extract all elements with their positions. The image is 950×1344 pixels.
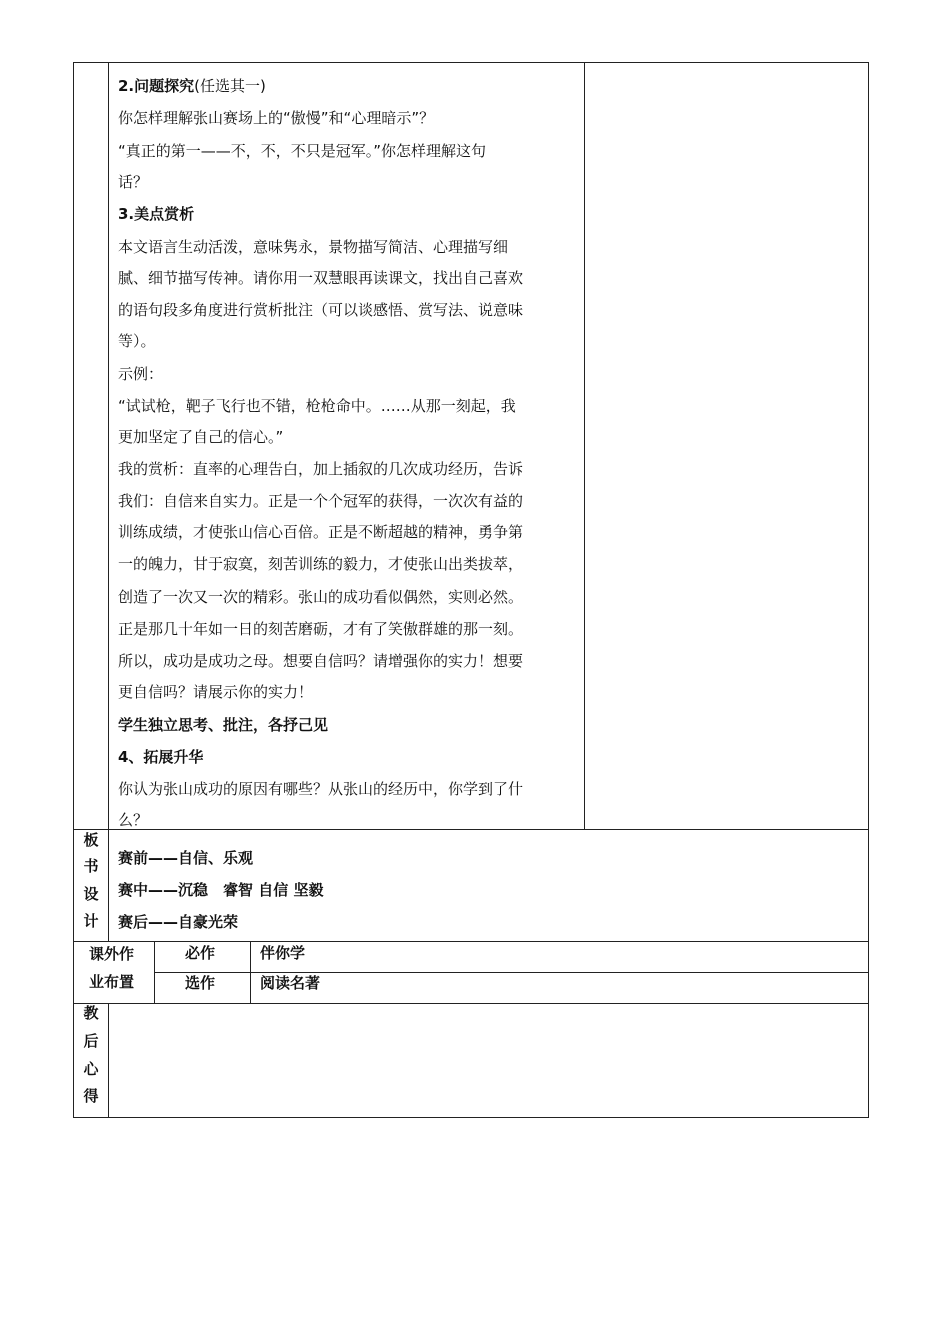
homework-required-label: 必作 <box>185 944 216 962</box>
homework-label-line: 业布置 <box>89 973 135 991</box>
paragraph-line: 你认为张山成功的原因有哪些？从张山的经历中，你学到了什 <box>118 780 524 798</box>
section-heading-appreciation: 3.美点赏析 <box>118 205 195 223</box>
table-border-right <box>868 62 869 1118</box>
appreciation-line: 一的魄力，甘于寂寞，刻苦训练的毅力，才使张山出类拔萃， <box>118 555 524 573</box>
board-design-label-char: 设 <box>83 885 99 903</box>
appreciation-line: 训练成绩，才使张山信心百倍。正是不断超越的精神，勇争第 <box>118 523 524 541</box>
example-quote-line: “试试枪，靶子飞行也不错，枪枪命中。……从那一刻起，我 <box>118 397 516 415</box>
board-design-line: 赛前——自信、乐观 <box>118 849 254 867</box>
homework-optional-label: 选作 <box>185 974 216 992</box>
section-heading-extension: 4、拓展升华 <box>118 748 204 766</box>
appreciation-line: 所以，成功是成功之母。想要自信吗？请增强你的实力！想要 <box>118 652 524 670</box>
row-divider-reflection <box>73 1003 869 1004</box>
reflection-label-char: 得 <box>83 1087 99 1105</box>
row-divider-homework <box>73 941 869 942</box>
col-divider-homework-value <box>250 941 251 1004</box>
appreciation-line: 创造了一次又一次的精彩。张山的成功看似偶然，实则必然。 <box>118 588 524 606</box>
table-border-left <box>73 62 74 1118</box>
appreciation-line: 我的赏析：直率的心理告白，加上插叙的几次成功经历，告诉 <box>118 460 524 478</box>
homework-required-value: 伴你学 <box>260 944 306 962</box>
col-divider-reflection <box>108 1003 109 1118</box>
col-divider-homework-label <box>154 941 155 1004</box>
board-design-line: 赛后——自豪光荣 <box>118 913 239 931</box>
board-design-label-char: 计 <box>83 912 99 930</box>
reflection-label-char: 教 <box>83 1004 99 1022</box>
board-design-line: 赛中——沉稳 睿智 自信 坚毅 <box>118 881 324 899</box>
example-quote-line: 更加坚定了自己的信心。” <box>118 428 284 446</box>
student-task: 学生独立思考、批注，各抒己见 <box>118 716 329 734</box>
question-2-line-1: “真正的第一——不，不，不只是冠军。”你怎样理解这句 <box>118 142 487 160</box>
appreciation-line: 我们：自信来自实力。正是一个个冠军的获得，一次次有益的 <box>118 492 524 510</box>
section-heading-inquiry <box>118 76 266 96</box>
question-1: 你怎样理解张山赛场上的“傲慢”和“心理暗示”？ <box>118 109 435 127</box>
heading-2-note: (任选其一) <box>194 77 266 95</box>
paragraph-line: 本文语言生动活泼，意味隽永，景物描写简洁、心理描写细 <box>118 238 509 256</box>
board-design-label-char: 板 <box>83 831 99 849</box>
col-divider-label <box>108 62 109 942</box>
question-2-line-2: 话？ <box>118 173 149 191</box>
row-divider-board <box>73 829 869 830</box>
table-border-bottom <box>73 1117 869 1118</box>
paragraph-line: 的语句段多角度进行赏析批注（可以谈感悟、赏写法、说意味 <box>118 301 524 319</box>
col-divider-notes <box>584 62 585 830</box>
appreciation-line: 正是那几十年如一日的刻苦磨砺，才有了笑傲群雄的那一刻。 <box>118 620 524 638</box>
reflection-label-char: 后 <box>83 1032 99 1050</box>
table-border-top <box>73 62 869 63</box>
heading-2-text: 2.问题探究 <box>118 77 195 95</box>
appreciation-line: 更自信吗？请展示你的实力！ <box>118 683 314 701</box>
paragraph-line: 等）。 <box>118 332 156 350</box>
board-design-label-char: 书 <box>83 857 99 875</box>
paragraph-line: 么？ <box>118 811 149 829</box>
homework-label-line: 课外作 <box>89 945 135 963</box>
reflection-label-char: 心 <box>83 1060 99 1078</box>
homework-optional-value: 阅读名著 <box>260 974 321 992</box>
paragraph-line: 腻、细节描写传神。请你用一双慧眼再读课文，找出自己喜欢 <box>118 269 524 287</box>
example-label: 示例： <box>118 365 164 383</box>
